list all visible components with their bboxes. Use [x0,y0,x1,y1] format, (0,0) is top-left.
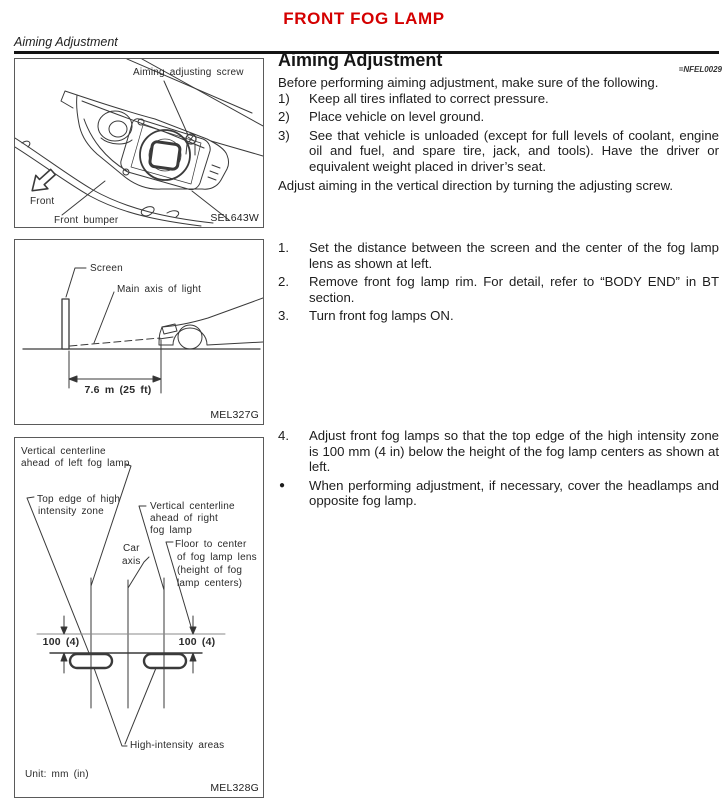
fig3-label-floor-3: (height of fog [177,565,243,576]
list-item-number: 2) [278,109,290,125]
step-text: Remove front fog lamp rim. For detail, refer to “BODY END” in BT section. [309,274,719,305]
fig3-label-top-edge-2: intensity zone [38,506,104,517]
fig2-label-distance: 7.6 m (25 ft) [84,384,152,396]
fig1-label-aiming-screw: Aiming adjusting screw [133,67,244,78]
fig3-label-car-axis-1: Car [123,543,140,554]
list-item-text: Place vehicle on level ground. [309,109,485,125]
list-item-text: See that vehicle is unloaded (except for full levels of coolant, engine oil and fuel, and spare tire, jack, and tools). Have the driver or equivalent weight placed in driver’s seat. [309,127,719,174]
step-number: 4. [278,428,289,443]
intro-closing: Adjust aiming in the vertical direction by turning the adjusting screw. [278,177,674,193]
fig3-label-car-axis-2: axis [122,556,141,567]
step-item [278,240,719,271]
fig1-code: SEL643W [210,212,259,224]
list-item [278,91,719,107]
fig3-label-floor-2: of fog lamp lens [177,552,257,563]
fig3-label-left-centerline-2: ahead of left fog lamp [21,458,130,469]
fig2-label-screen: Screen [90,263,123,274]
step-item [278,274,719,305]
step-text: Adjust front fog lamps so that the top edge of the high intensity zone is 100 mm (4 in) below the height of the fog lamp centers as shown at left. [309,428,719,475]
figure-aiming-pattern [14,437,264,798]
steps-block-2 [278,428,719,512]
bullet-icon: ● [279,479,286,491]
fig2-code: MEL327G [210,409,259,421]
fig1-label-front-bumper: Front bumper [54,215,119,226]
fig1-label-front: Front [30,196,55,207]
fig3-label-right-centerline-2: ahead of right [150,513,218,524]
step-item [278,308,719,324]
figure-fog-lamp-assembly [14,58,264,228]
list-item [278,128,719,175]
step-text: Turn front fog lamps ON. [309,308,454,324]
steps-block-1 [278,240,719,327]
intro-block [278,75,719,193]
section-heading: Aiming Adjustment [278,50,443,70]
fig3-code: MEL328G [210,782,259,794]
list-item [278,109,719,125]
step-text: Set the distance between the screen and the center of the fog lamp lens as shown at left. [309,240,719,271]
fig3-dim-right: 100 (4) [178,636,216,648]
list-item-text: Keep all tires inflated to correct pressure. [309,90,549,106]
screen-distance-drawing [15,240,263,424]
fig3-label-top-edge-1: Top edge of high [37,494,121,505]
breadcrumb-subtitle: Aiming Adjustment [14,35,118,49]
fig3-label-floor-4: lamp centers) [177,578,243,589]
front-direction-arrow-icon [26,165,59,197]
fig3-label-unit: Unit: mm (in) [25,769,89,780]
section-code: =NFEL0029 [678,65,722,74]
fig3-label-right-centerline-3: fog lamp [150,525,192,536]
step-number: 3. [278,308,289,324]
intro-lead: Before performing aiming adjustment, make sure of the following. [278,75,659,90]
fig3-label-high-intensity: High-intensity areas [130,740,225,751]
list-item-number: 1) [278,90,290,106]
fig3-dim-left: 100 (4) [42,636,80,648]
step-number: 1. [278,240,289,255]
list-item-number: 3) [278,127,290,143]
step-item [278,428,719,475]
fig3-label-right-centerline-1: Vertical centerline [150,501,235,512]
bullet-text: When performing adjustment, if necessary, cover the headlamps and opposite fog lamp. [309,477,719,509]
figure-screen-distance [14,239,264,425]
fig3-label-floor-1: Floor to center [175,539,247,550]
bullet-item [278,478,719,509]
page-title: FRONT FOG LAMP [283,9,445,28]
fig2-label-main-axis: Main axis of light [117,284,202,295]
step-number: 2. [278,274,289,290]
fig3-label-left-centerline-1: Vertical centerline [21,446,106,457]
